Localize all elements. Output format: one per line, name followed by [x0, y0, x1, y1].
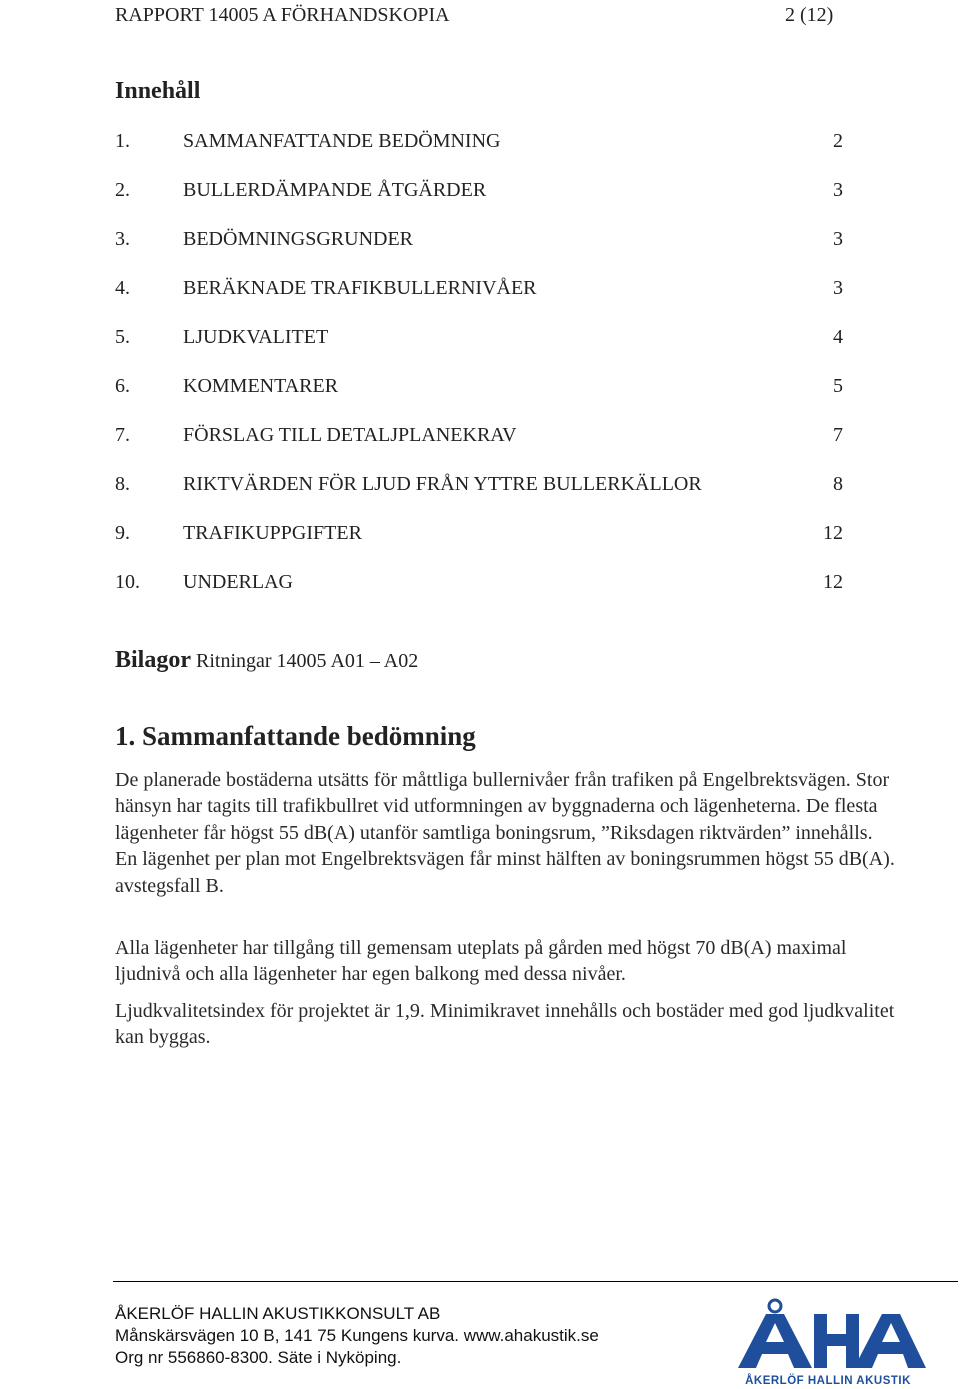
footer-org: Org nr 556860-8300. Säte i Nyköping.	[115, 1348, 402, 1367]
section-title: 1. Sammanfattande bedömning	[115, 721, 476, 751]
toc-item-label: FÖRSLAG TILL DETALJPLANEKRAV	[183, 424, 517, 446]
footer-divider	[113, 1281, 958, 1282]
toc-item[interactable]	[0, 571, 960, 601]
footer-company: ÅKERLÖF HALLIN AKUSTIKKONSULT AB	[115, 1304, 441, 1323]
toc-item[interactable]	[0, 326, 960, 356]
summary-paragraph: Ljudkvalitetsindex för projektet är 1,9. Minimikravet innehålls och bostäder med god ljudkvalitet kan byggas.	[115, 1000, 895, 1049]
toc-item-number: 4.	[115, 277, 130, 299]
toc-item-number: 5.	[115, 326, 130, 348]
toc-item-label: RIKTVÄRDEN FÖR LJUD FRÅN YTTRE BULLERKÄLLOR	[183, 473, 702, 495]
toc-item[interactable]	[0, 522, 960, 552]
toc-item-page: 8	[833, 473, 843, 495]
toc-item-page: 2	[833, 130, 843, 152]
summary-paragraph: Alla lägenheter har tillgång till gemensam uteplats på gården med högst 70 dB(A) maximal ljudnivå och alla lägenheter har egen balkong med dessa nivåer.	[115, 937, 847, 986]
page-indicator: 2 (12)	[785, 4, 834, 26]
toc-item-number: 10.	[115, 571, 140, 593]
toc-item-number: 3.	[115, 228, 130, 250]
toc-item-label: BEDÖMNINGSGRUNDER	[183, 228, 414, 250]
aha-logo	[728, 1296, 928, 1388]
toc-item-page: 4	[833, 326, 843, 348]
toc-item-number: 7.	[115, 424, 130, 446]
toc-item-number: 6.	[115, 375, 130, 397]
toc-item-label: SAMMANFATTANDE BEDÖMNING	[183, 130, 501, 152]
toc-item-page: 12	[823, 571, 843, 593]
toc-item-number: 2.	[115, 179, 130, 201]
appendix-label: Bilagor	[115, 647, 191, 673]
toc-item-page: 12	[823, 522, 843, 544]
toc-item-label: BULLERDÄMPANDE ÅTGÄRDER	[183, 179, 487, 201]
toc-item-page: 7	[833, 424, 843, 446]
logo-lettermark	[738, 1300, 926, 1368]
toc-item-label: BERÄKNADE TRAFIKBULLERNIVÅER	[183, 277, 537, 299]
toc-item-label: KOMMENTARER	[183, 375, 339, 397]
toc-title: Innehåll	[115, 78, 201, 104]
toc-item-label: UNDERLAG	[183, 571, 293, 593]
appendix-text: Ritningar 14005 A01 – A02	[196, 650, 419, 672]
toc-item[interactable]	[0, 424, 960, 454]
toc-item-label: LJUDKVALITET	[183, 326, 329, 348]
toc-item-label: TRAFIKUPPGIFTER	[183, 522, 362, 544]
toc-item[interactable]	[0, 228, 960, 258]
toc-item[interactable]	[0, 179, 960, 209]
toc-item[interactable]	[0, 473, 960, 503]
toc-item-number: 8.	[115, 473, 130, 495]
toc-item-page: 3	[833, 277, 843, 299]
toc-item-page: 3	[833, 179, 843, 201]
toc-item-number: 9.	[115, 522, 130, 544]
summary-paragraph: De planerade bostäderna utsätts för måttliga bullernivåer från trafiken på Engelbrektsvägen. Stor hänsyn har tagits till trafikbullret vid utformningen av byggnaderna och lägenheterna. De flesta lägenheter får högst 55 dB(A) utanför samtliga boningsrum, ”Riksdagen riktvärden” innehålls. En lägenhet per plan mot Engelbrektsvägen får minst hälften av boningsrummen högst 55 dB(A). avstegsfall B.	[115, 769, 895, 897]
toc-item[interactable]	[0, 130, 960, 160]
logo-subtext: ÅKERLÖF HALLIN AKUSTIK	[745, 1375, 911, 1387]
toc-item[interactable]	[0, 277, 960, 307]
footer-address: Månskärsvägen 10 B, 141 75 Kungens kurva. www.ahakustik.se	[115, 1326, 599, 1345]
appendix-line	[115, 647, 418, 674]
toc-item[interactable]	[0, 375, 960, 405]
toc-item-page: 3	[833, 228, 843, 250]
report-title: RAPPORT 14005 A FÖRHANDSKOPIA	[115, 4, 450, 26]
toc-item-page: 5	[833, 375, 843, 397]
toc-item-number: 1.	[115, 130, 130, 152]
